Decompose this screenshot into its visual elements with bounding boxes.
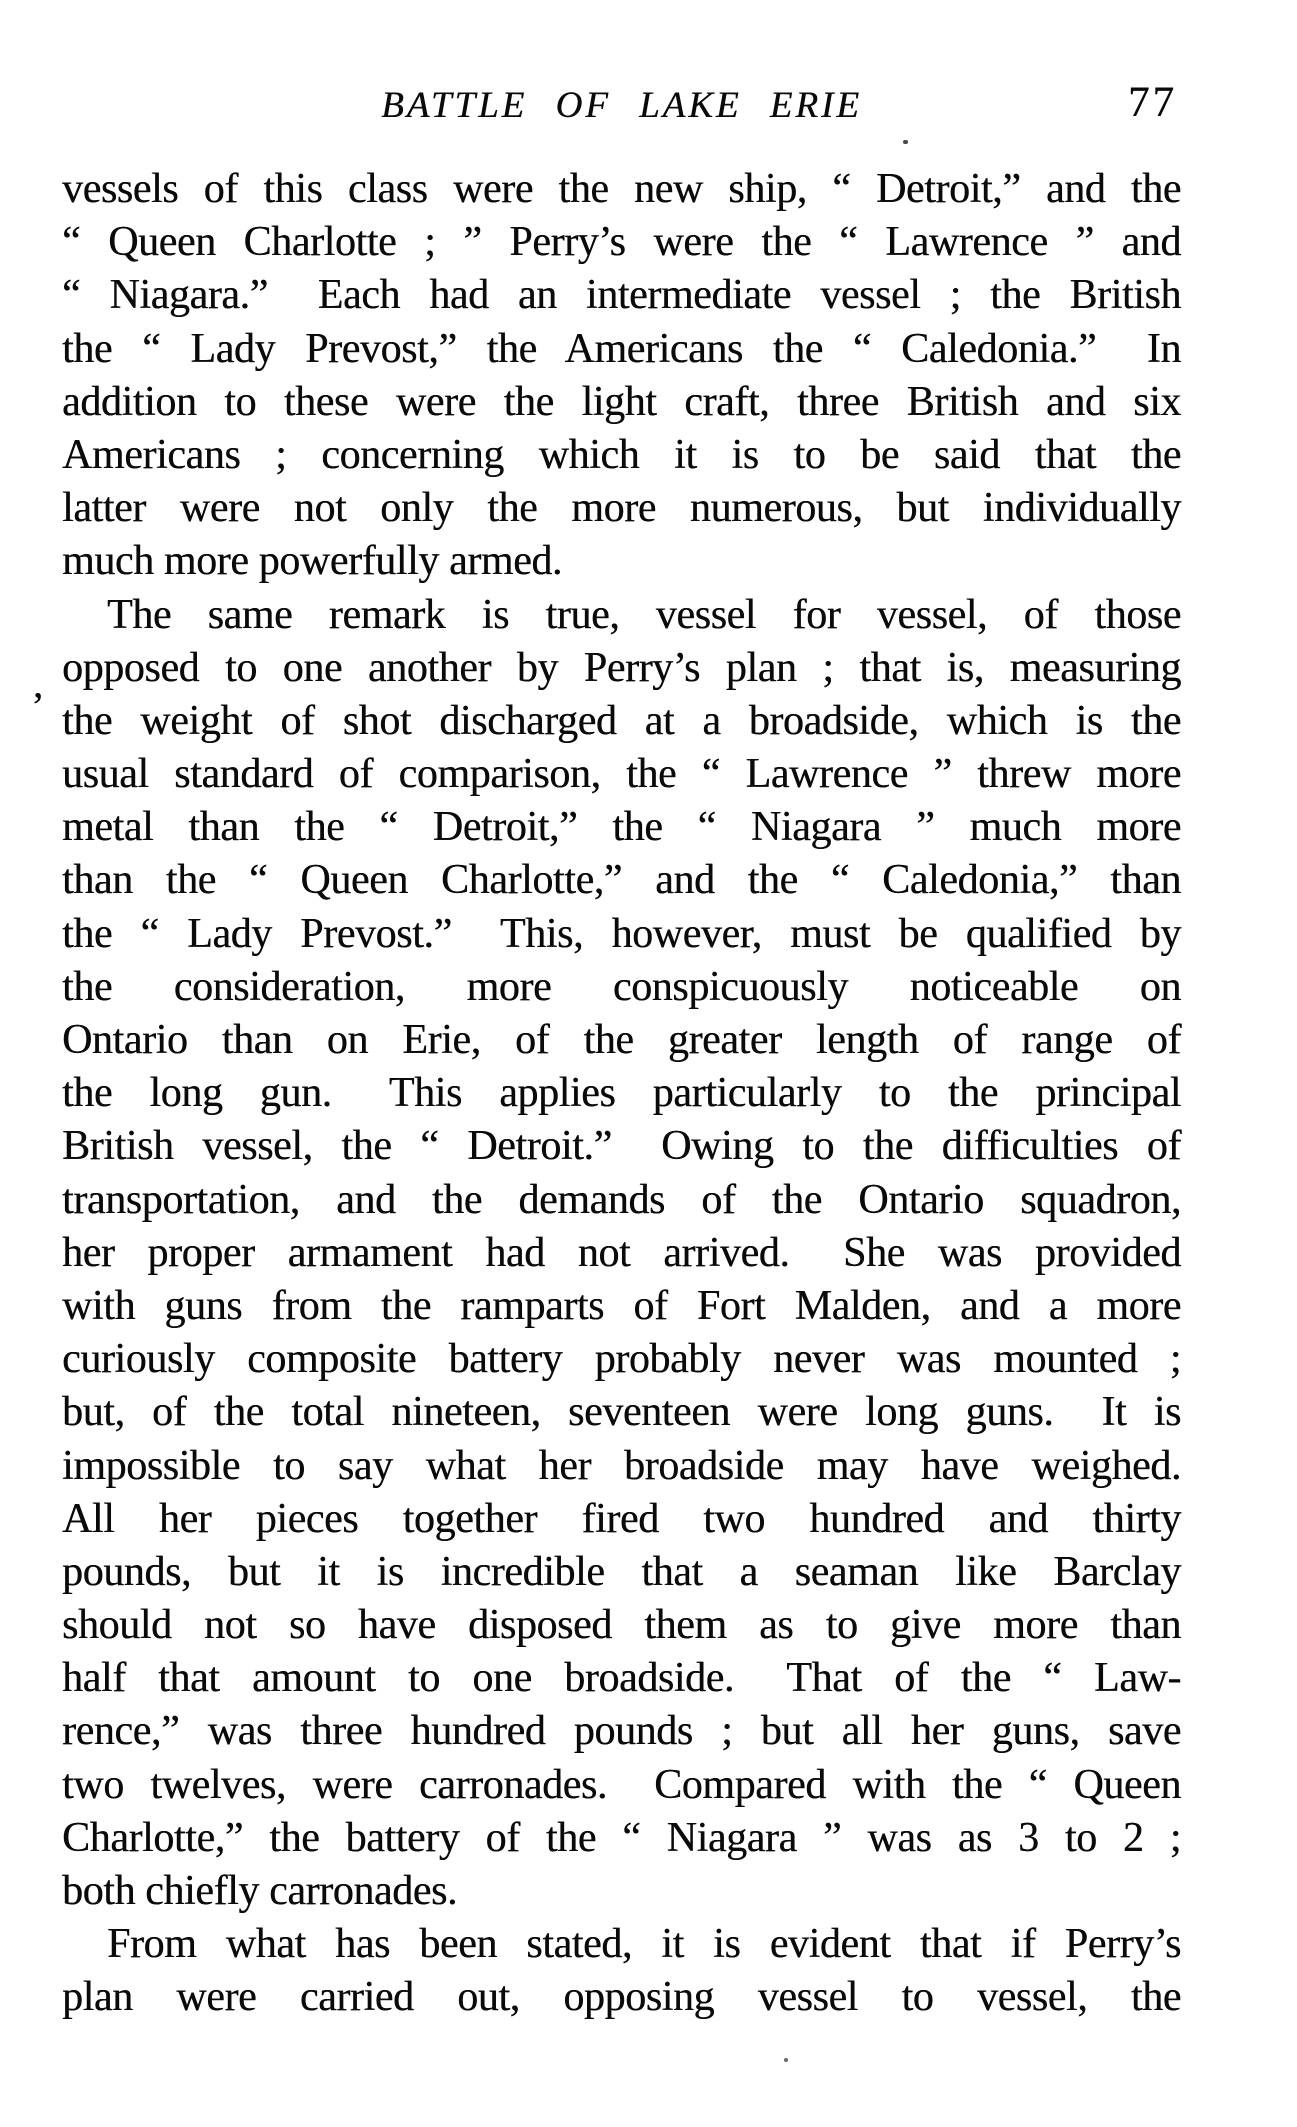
- text-line: vessels of this class were the new ship, “ Detroit,” and the: [62, 166, 1181, 212]
- text-line: “ Niagara.” Each had an intermediate vessel ; the British: [62, 272, 1181, 319]
- page-header: [62, 79, 1181, 134]
- text-line: pounds, but it is incredible that a seaman like Barclay: [62, 1548, 1181, 1595]
- text-line: impossible to say what her broadside may have weighed.: [62, 1442, 1181, 1489]
- text-line: usual standard of comparison, the “ Lawrence ” threw more: [62, 751, 1181, 798]
- text-line: half that amount to one broadside. That of the “ Law-: [62, 1655, 1181, 1702]
- text-line: Americans ; concerning which it is to be said that the: [62, 431, 1181, 478]
- text-line: latter were not only the more numerous, but individually: [62, 485, 1181, 532]
- scan-speck-dot-top: [903, 140, 908, 144]
- text-line: “ Queen Charlotte ; ” Perry’s were the “ Lawrence ” and: [62, 219, 1181, 266]
- text-line: two twelves, were carronades. Compared with the “ Queen: [62, 1761, 1181, 1808]
- text-line: The same remark is true, vessel for vessel, of those: [107, 591, 1181, 638]
- text-line: All her pieces together fired two hundred and thirty: [62, 1495, 1181, 1542]
- text-line: but, of the total nineteen, seventeen were long guns. It is: [62, 1389, 1181, 1436]
- text-line: the “ Lady Prevost,” the Americans the “ Caledonia.” In: [62, 325, 1181, 372]
- text-line: British vessel, the “ Detroit.” Owing to the difficulties of: [62, 1123, 1181, 1170]
- text-line: addition to these were the light craft, three British and six: [62, 378, 1181, 425]
- text-line: both chiefly carronades.: [62, 1868, 458, 1914]
- text-line: the consideration, more conspicuously noticeable on: [62, 963, 1181, 1010]
- text-line: metal than the “ Detroit,” the “ Niagara ” much more: [62, 804, 1181, 851]
- text-line: opposed to one another by Perry’s plan ; that is, measuring: [62, 644, 1181, 691]
- text-line: transportation, and the demands of the Ontario squadron,: [62, 1176, 1181, 1223]
- page-number: 77: [1128, 79, 1177, 126]
- text-line: should not so have disposed them as to give more than: [62, 1602, 1181, 1649]
- text-line: the “ Lady Prevost.” This, however, must be qualified by: [62, 910, 1181, 957]
- text-line: much more powerfully armed.: [62, 538, 563, 585]
- text-line: Ontario than on Erie, of the greater length of range of: [62, 1017, 1181, 1063]
- text-line: her proper armament had not arrived. She was provided: [62, 1229, 1181, 1276]
- body-text: [62, 163, 1181, 2025]
- text-line: than the “ Queen Charlotte,” and the “ Caledonia,” than: [62, 857, 1181, 904]
- text-line: From what has been stated, it is evident that if Perry’s: [107, 1921, 1181, 1968]
- text-line: rence,” was three hundred pounds ; but all her guns, save: [62, 1708, 1181, 1755]
- text-line: curiously composite battery probably never was mounted ;: [62, 1336, 1181, 1383]
- text-line: Charlotte,” the battery of the “ Niagara ” was as 3 to 2 ;: [62, 1814, 1181, 1861]
- text-line: the weight of shot discharged at a broadside, which is the: [62, 697, 1181, 744]
- text-line: with guns from the ramparts of Fort Malden, and a more: [62, 1282, 1181, 1329]
- text-line: plan were carried out, opposing vessel to vessel, the: [62, 1974, 1181, 2021]
- scan-speck-comma: ,: [33, 661, 43, 706]
- running-title: BATTLE OF LAKE ERIE: [381, 85, 862, 126]
- text-line: the long gun. This applies particularly to the principal: [62, 1070, 1181, 1117]
- scan-speck-dot-bottom: [784, 2058, 788, 2062]
